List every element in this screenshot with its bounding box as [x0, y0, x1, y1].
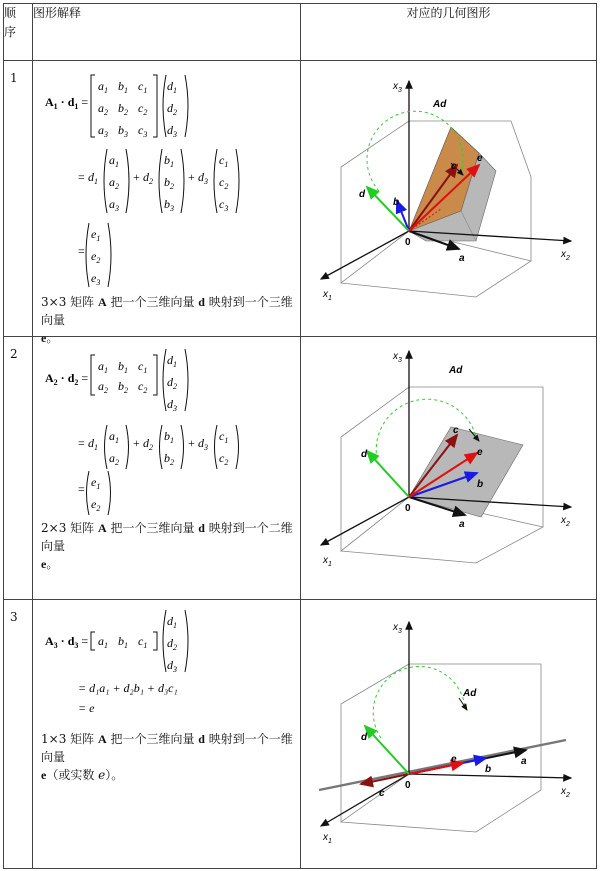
svg-text:c1: $c_1$: [138, 634, 148, 650]
svg-text:a1: $a_1$: [109, 429, 119, 445]
row-explanation: [33, 61, 301, 345]
svg-text:d2: $d_2$: [167, 101, 177, 117]
svg-text:=: =: [78, 436, 85, 450]
svg-text:a: a: [459, 519, 465, 530]
svg-text:A3 · d3 =: $A_3 \cdot d_3$ =: [45, 634, 89, 650]
svg-text:b2: $b_2$: [164, 451, 174, 467]
row-seq: 1: [4, 61, 33, 337]
row-explanation: [33, 337, 301, 600]
svg-text:a1: $a_1$: [109, 153, 119, 169]
svg-text:d2: $d_2$: [167, 636, 177, 652]
svg-text:=: =: [78, 244, 85, 258]
svg-text:c1: $c_1$: [219, 153, 229, 169]
svg-text:a1: $a_1$: [98, 359, 108, 375]
svg-text:d1: $d_1$: [167, 353, 177, 369]
svg-text:d2: $d_2$: [143, 170, 153, 186]
svg-text:d3: $d_3$: [167, 397, 177, 413]
svg-text:b1: $b_1$: [118, 79, 128, 95]
svg-text:c2: $c_2$: [138, 101, 148, 117]
formula-lhs: $A_1 \cdot d_1$ =: [45, 95, 89, 111]
svg-text:d: d: [361, 449, 368, 460]
svg-text:+: +: [133, 436, 140, 450]
svg-text:a2: $a_2$: [98, 101, 108, 117]
svg-text:x2: $x_2$: [561, 515, 570, 528]
svg-text:b: b: [393, 197, 400, 208]
svg-text:0: 0: [405, 503, 411, 514]
svg-text:e3: $e_3$: [91, 271, 101, 287]
svg-text:d3: $d_3$: [167, 123, 177, 139]
svg-text:c: c: [379, 788, 385, 799]
svg-text:d1: $d_1$: [88, 436, 98, 452]
svg-text:a1: $a_1$: [98, 79, 108, 95]
svg-text:c2: $c_2$: [219, 451, 229, 467]
svg-text:Ad: Ad: [433, 99, 447, 110]
comparison-table: [3, 3, 597, 869]
table-row: [4, 600, 597, 869]
row-seq: 3: [4, 600, 33, 869]
row-explanation: [33, 600, 301, 869]
geometry-figure-3: [301, 600, 597, 868]
table-row: [4, 337, 597, 600]
svg-text:b: b: [477, 479, 484, 490]
svg-text:c: c: [451, 161, 457, 172]
svg-text:= d₁a₁ + d₂b₁ + d₃c₁: = d₁a₁ + d₂b₁ + d₃c₁: [78, 681, 178, 695]
geometry-figure-1: [301, 61, 597, 336]
svg-text:x2: $x_2$: [561, 786, 570, 799]
svg-text:A2 · d2 =: $A_2 \cdot d_2$ =: [45, 371, 89, 387]
row-caption: 2×3 矩阵 A 把一个三维向量 d 映射到一个二维向量 e。: [41, 521, 293, 571]
header-geometry: 对应的几何图形: [301, 4, 597, 61]
svg-text:b2: $b_2$: [164, 175, 174, 191]
svg-text:Ad: Ad: [449, 365, 463, 376]
row-seq: 2: [4, 337, 33, 600]
svg-text:x1: $x_1$: [323, 832, 332, 845]
svg-text:c2: $c_2$: [219, 175, 229, 191]
svg-text:x3: $x_3$: [393, 81, 402, 94]
svg-text:0: 0: [405, 237, 411, 248]
svg-text:d2: $d_2$: [167, 375, 177, 391]
header-explanation: 图形解释: [33, 4, 301, 61]
svg-text:b2: $b_2$: [118, 379, 128, 395]
svg-text:b1: $b_1$: [164, 429, 174, 445]
svg-text:b3: $b_3$: [118, 123, 128, 139]
svg-text:d: d: [361, 732, 368, 743]
svg-text:a2: $a_2$: [98, 379, 108, 395]
svg-text:a1: $a_1$: [98, 634, 108, 650]
svg-text:c3: $c_3$: [138, 123, 148, 139]
svg-text:= e: = e: [78, 701, 95, 715]
svg-text:b2: $b_2$: [118, 101, 128, 117]
svg-text:e: e: [477, 153, 483, 164]
row-geometry: [301, 600, 597, 869]
svg-text:=: =: [78, 482, 85, 496]
svg-text:x1: $x_1$: [323, 555, 332, 568]
svg-text:x3: $x_3$: [393, 622, 402, 635]
row-geometry: [301, 61, 597, 337]
svg-text:b3: $b_3$: [164, 197, 174, 213]
svg-text:Ad: Ad: [463, 688, 477, 699]
svg-text:d: d: [359, 189, 366, 200]
svg-text:d2: $d_2$: [143, 436, 153, 452]
svg-text:+: +: [188, 436, 195, 450]
svg-text:a2: $a_2$: [109, 451, 119, 467]
row-caption: 1×3 矩阵 A 把一个三维向量 d 映射到一个一维向量 e（或实数 e）。: [41, 732, 293, 782]
svg-text:d3: $d_3$: [198, 436, 208, 452]
table-row: [4, 61, 597, 337]
svg-text:a3: $a_3$: [109, 197, 119, 213]
svg-text:a3: $a_3$: [98, 123, 108, 139]
svg-text:e: e: [451, 754, 457, 765]
svg-text:x2: $x_2$: [561, 249, 570, 262]
svg-text:e1: $e_1$: [91, 475, 101, 491]
svg-text:c3: $c_3$: [219, 197, 229, 213]
svg-text:d1: $d_1$: [88, 170, 98, 186]
svg-text:0: 0: [405, 780, 411, 791]
svg-text:c1: $c_1$: [138, 359, 148, 375]
svg-text:x3: $x_3$: [393, 351, 402, 364]
svg-text:d1: $d_1$: [167, 614, 177, 630]
svg-text:c1: $c_1$: [138, 79, 148, 95]
svg-text:b1: $b_1$: [164, 153, 174, 169]
svg-text:e2: $e_2$: [91, 497, 101, 513]
svg-text:d3: $d_3$: [167, 658, 177, 674]
svg-text:e: e: [477, 447, 483, 458]
svg-text:=: =: [78, 170, 85, 184]
svg-text:b: b: [485, 764, 492, 775]
svg-text:b1: $b_1$: [118, 634, 128, 650]
svg-text:a2: $a_2$: [109, 175, 119, 191]
svg-text:a: a: [521, 756, 527, 767]
header-seq: 顺 序: [4, 4, 33, 61]
row-caption: 3×3 矩阵 A 把一个三维向量 d 映射到一个三维向量 e。: [41, 295, 293, 345]
svg-text:+: +: [188, 170, 195, 184]
svg-text:c2: $c_2$: [138, 379, 148, 395]
svg-text:d3: $d_3$: [198, 170, 208, 186]
svg-text:d1: $d_1$: [167, 79, 177, 95]
svg-text:c1: $c_1$: [219, 429, 229, 445]
table-header-row: [4, 4, 597, 61]
svg-text:b1: $b_1$: [118, 359, 128, 375]
svg-text:x1: $x_1$: [323, 289, 332, 302]
svg-text:c: c: [453, 425, 459, 436]
svg-text:e2: $e_2$: [91, 249, 101, 265]
row-geometry: [301, 337, 597, 600]
svg-text:+: +: [133, 170, 140, 184]
svg-text:a: a: [459, 253, 465, 264]
geometry-figure-2: [301, 337, 597, 599]
svg-text:e1: $e_1$: [91, 227, 101, 243]
